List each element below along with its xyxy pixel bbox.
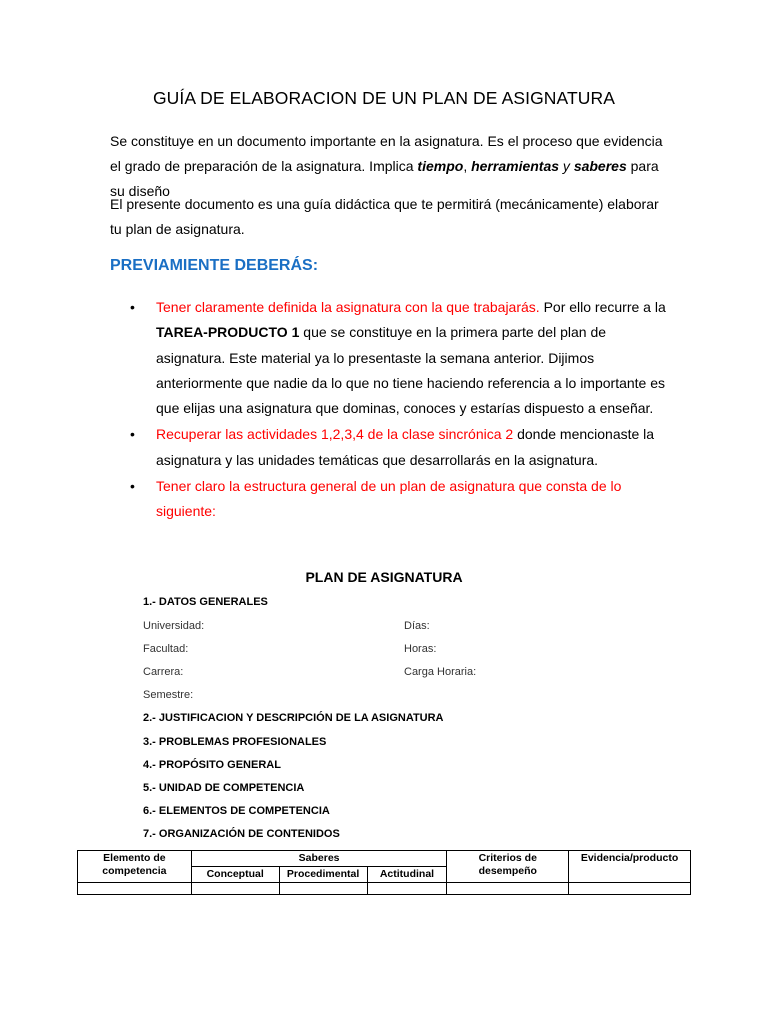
intro-text: y: [559, 158, 574, 174]
bullet-icon: •: [130, 426, 135, 443]
field-universidad: Universidad:: [143, 620, 205, 632]
plan-section-2: 2.- JUSTIFICACION Y DESCRIPCIÓN DE LA ASIGNATURA: [143, 712, 444, 724]
intro-text: para su diseño: [110, 158, 659, 199]
header-criterios: Criterios de desempeño: [447, 851, 569, 883]
document-title: GUÍA DE ELABORACION DE UN PLAN DE ASIGNATURA: [152, 88, 616, 108]
contents-table: [77, 850, 691, 895]
list-item: [110, 474, 670, 525]
field-carrera: Carrera:: [143, 666, 184, 678]
emphasis-herramientas: herramientas: [471, 158, 560, 174]
intro-text: Se constituye en un documento importante en la asignatura. Es el proceso que evidencia el grado de preparación de la asignatura. Implica: [110, 133, 663, 174]
list-item: [110, 422, 670, 473]
bullet-text: Por ello recurre a la: [539, 299, 666, 315]
bullet-red-text: Tener claro la estructura general de un plan de asignatura que consta de lo siguiente:: [156, 478, 622, 520]
emphasis-tiempo: tiempo: [417, 158, 464, 174]
table-cell: [279, 883, 367, 895]
emphasis-saberes: saberes: [573, 158, 627, 174]
bullet-list: [110, 295, 670, 526]
header-conceptual: Conceptual: [191, 867, 279, 883]
plan-section-7: 7.- ORGANIZACIÓN DE CONTENIDOS: [143, 828, 340, 840]
intro-text: ,: [463, 158, 472, 174]
bullet-red-text: Tener claramente definida la asignatura con la que trabajarás.: [156, 299, 540, 315]
plan-section-5: 5.- UNIDAD DE COMPETENCIA: [143, 782, 305, 794]
table-row: [78, 883, 691, 895]
bullet-text: que se constituye en la primera parte del plan de asignatura. Este material ya lo presentaste la semana anterior. Dijimos anteriormente que nadie da lo que no tiene haciendo referencia a lo importante es que elijas una asignatura que dominas, conoces y estarías dispuesto a enseñar.: [156, 324, 666, 417]
plan-section-3: 3.- PROBLEMAS PROFESIONALES: [143, 736, 327, 748]
plan-section-4: 4.- PROPÓSITO GENERAL: [143, 759, 281, 771]
list-item: [110, 295, 670, 421]
section-heading: PREVIAMIENTE DEBERÁS:: [110, 257, 319, 274]
bullet-bold-text: TAREA-PRODUCTO 1: [156, 324, 300, 341]
table-cell: [569, 883, 691, 895]
table-row: [78, 851, 691, 867]
bullet-icon: •: [130, 478, 135, 495]
bullet-red-text: Recuperar las actividades 1,2,3,4 de la clase sincrónica 2: [156, 426, 514, 443]
bullet-text: donde mencionaste la asignatura y las unidades temáticas que desarrollarás en la asignatura.: [156, 426, 655, 468]
field-facultad: Facultad:: [143, 643, 189, 655]
field-semestre: Semestre:: [143, 689, 194, 701]
field-dias: Días:: [404, 620, 430, 632]
header-elemento: Elemento de competencia: [78, 851, 192, 883]
table-cell: [447, 883, 569, 895]
header-evidencia: Evidencia/producto: [569, 851, 691, 883]
plan-section-6: 6.- ELEMENTOS DE COMPETENCIA: [143, 805, 330, 817]
field-horas: Horas:: [404, 643, 437, 655]
table-cell: [191, 883, 279, 895]
header-saberes: Saberes: [191, 851, 447, 867]
plan-title: PLAN DE ASIGNATURA: [305, 569, 463, 585]
header-actitudinal: Actitudinal: [367, 867, 447, 883]
table-cell: [78, 883, 192, 895]
header-procedimental: Procedimental: [279, 867, 367, 883]
bullet-icon: •: [130, 299, 135, 315]
intro-paragraph-2: El presente documento es una guía didáctica que te permitirá (mecánicamente) elaborar tu plan de asignatura.: [110, 196, 659, 237]
field-carga-horaria: Carga Horaria:: [404, 666, 477, 678]
plan-section-1: 1.- DATOS GENERALES: [143, 596, 268, 608]
table-cell: [367, 883, 447, 895]
